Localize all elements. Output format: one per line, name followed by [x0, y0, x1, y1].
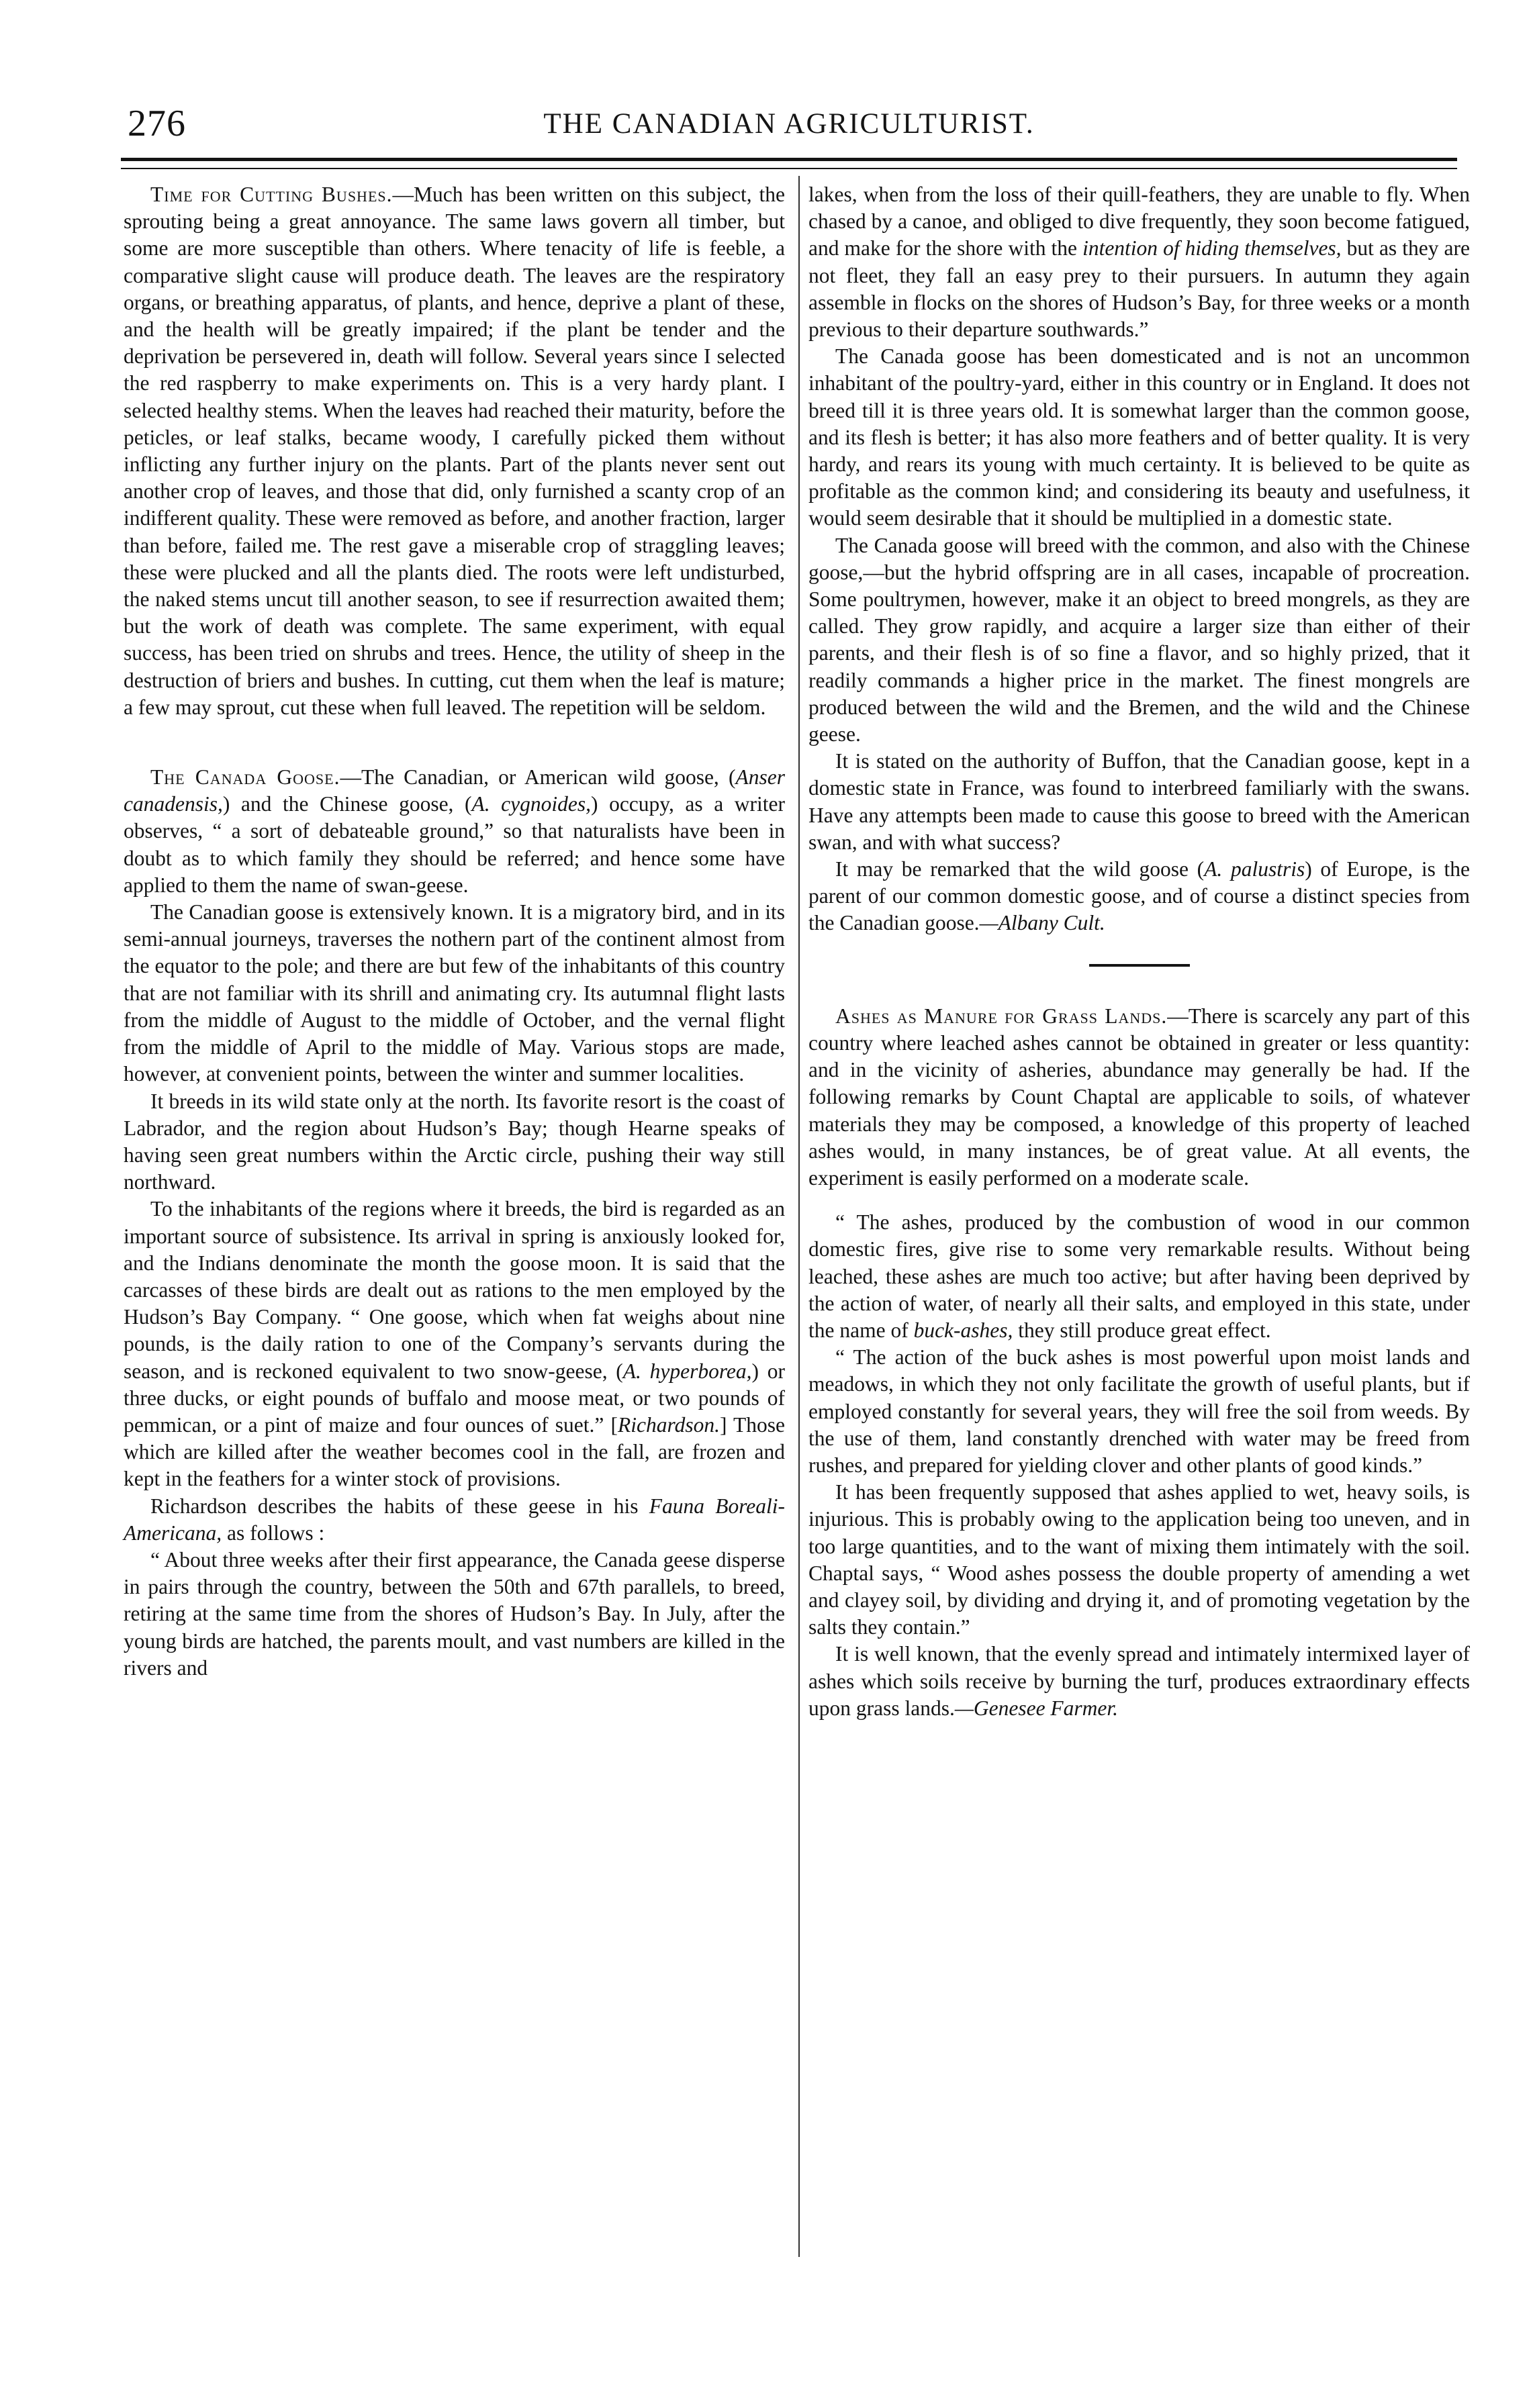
journal-title: THE CANADIAN AGRICULTURIST. — [543, 108, 1035, 140]
ashes-p2-a: “ The ashes, produced by the combustion of wood in our common domestic fires, give rise to some very remarkable results. Without being leached, these ashes are much too active; but after having been deprived by the action of water, of nearly all their salts, and employed in this state, under the name of — [808, 1210, 1470, 1342]
article-goose-p5 — [124, 1493, 785, 1547]
article-ashes-p3: “ The action of the buck ashes is most powerful upon moist lands and meadows, in which they not only facilitate the growth of useful plants, but if employed constantly for several years, they will free the soil from weeds. By the use of them, land constantly drenched with water may be freed from rushes, and prepared for yielding clover and other plants of good kinds.” — [808, 1345, 1470, 1477]
goose-p6-cont-italic: intention of hiding themselves, — [1082, 236, 1342, 260]
goose-p5-a: Richardson describes the habits of these geese in his — [150, 1494, 649, 1518]
goose-p10-b: ) of Europe, is the parent of our common domestic goose, and of course a distinct species from the Canadian goose. — [808, 857, 1470, 935]
goose-p4-b: ) or three ducks, or eight pounds of buffalo and moose meat, or two pounds of pemmican, or a pint of maize and four ounces of suet.” [ — [124, 1359, 785, 1437]
article-separator-rule — [1089, 964, 1190, 967]
goose-p10-a: It may be remarked that the wild goose ( — [835, 857, 1205, 881]
page-number: 276 — [128, 103, 186, 144]
goose-fauna-title: Fauna Boreali-Americana, — [124, 1494, 786, 1545]
quote-spacer — [808, 1192, 1470, 1209]
article-bushes-p1 — [124, 181, 785, 721]
goose-p1-c: ) occupy, as a writer observes, “ a sort of debateable ground,” so that naturalists have been in doubt as to which family they should be referred; and hence some have applied to them the name of swan-geese. — [124, 792, 785, 897]
article-goose-p3: It breeds in its wild state only at the north. Its favorite resort is the coast of Labrador, and the region about Hudson’s Bay; though Hearne speaks of having seen great numbers within the Arctic circle, pushing their way still northward. — [124, 1089, 785, 1194]
goose-p1-b: ) and the Chinese goose, ( — [222, 792, 472, 816]
ashes-p2-b: they still produce great effect. — [1013, 1318, 1271, 1342]
right-column — [808, 181, 1470, 1722]
left-column — [124, 181, 785, 1682]
running-head — [121, 102, 1457, 142]
goose-p5-b: as follows : — [222, 1521, 325, 1545]
article-ashes-p2 — [808, 1209, 1470, 1344]
goose-p4-a: To the inhabitants of the regions where it breeds, the bird is regarded as an important source of subsistence. Its arrival in spring is anxiously looked for, and the Indians denominate the month the goose moon. It is said that the carcasses of these birds are dealt out as rations to the men employed by the Hudson’s Bay Company. “ One goose, which when fat weighs about nine pounds, is the daily ration to one of the Company’s servants during the season, and is reckoned equivalent to two snow-geese, ( — [124, 1197, 785, 1383]
goose-p1-a: —The Canadian, or American wild goose, ( — [340, 765, 736, 789]
article-goose-p1 — [124, 764, 785, 899]
article-goose-p6: “ About three weeks after their first appearance, the Canada geese disperse in pairs through the country, between the 50th and 67th parallels, to breed, retiring at the same time from the shores of Hudson’s Bay. In July, after the young birds are hatched, the parents moult, and vast numbers are killed in the rivers and — [124, 1547, 785, 1680]
article-bushes-text: —Much has been written on this subject, the sprouting being a great annoyance. The same laws govern all timber, but some are more susceptible than others. Where tenacity of life is feeble, a comparative slight cause will produce death. The leaves are the respiratory organs, or breathing apparatus, of plants, and hence, deprive a plant of these, and the health will be greatly impaired; if the plant be tender and the deprivation be persevered in, death will follow. Several years since I selected the red raspberry to make experiments on. This is a very hardy plant. I selected healthy stems. When the leaves had reached their maturity, before the peticles, or leaf stalks, became woody, I carefully picked them without inflicting any further injury on the plants. Part of the plants never sent out another crop of leaves, and those that did, only furnished a scanty crop of an indifferent quality. These were removed as before, and another fraction, larger than before, failed me. The rest gave a miserable crop of straggling leaves; these were plucked and all the plants died. The roots were left undisturbed, the naked stems uncut till another season, to see if resurrection awaited them; but the work of death was complete. The same experiment, with equal success, has been tried on shrubs and trees. Hence, the utility of sheep in the destruction of briers and bushes. In cutting, cut them when the leaf is mature; a few may sprout, cut these when full leaved. The repetition will be seldom. — [124, 183, 786, 719]
article-ashes-p4: It has been frequently supposed that ashes applied to wet, heavy soils, is injurious. This is probably owing to the application being too uneven, and in too large quantities, and to the want of mixing them intimately with the soil. Chaptal says, “ Wood ashes possess the double property of amending a wet and clayey soil, by dividing and drying it, and of promoting vegetation by the salts they contain.” — [808, 1480, 1470, 1639]
goose-richardson-cite: Richardson. — [618, 1412, 720, 1437]
article-goose-p7: The Canada goose has been domesticated and is not an uncommon inhabitant of the poultry-yard, either in this country or in England. It does not breed till it is three years old. It is somewhat larger than the common goose, and its flesh is better; it has also more feathers and of better quality. It is very hardy, and rears its young with much certainty. It is believed to be quite as profitable as the common kind; and considering its beauty and usefulness, it would seem desirable that it should be multiplied in a domestic state. — [808, 344, 1470, 530]
column-divider — [798, 176, 800, 2257]
ashes-source-credit: —Genesee Farmer. — [954, 1696, 1119, 1720]
goose-p6-cont-a: lakes, when from the loss of their quill-feathers, they are unable to fly. When chased by a canoe, and obliged to dive frequently, they soon become fatigued, and make for the shore with the — [808, 183, 1470, 260]
article-ashes-p5 — [808, 1641, 1470, 1722]
goose-anser-latin: Anser canadensis, — [124, 765, 785, 816]
ashes-buck-term: buck-ashes, — [913, 1318, 1013, 1342]
goose-palustris-latin: A. palustris — [1204, 857, 1305, 881]
goose-p4-c: ] Those which are killed after the weather becomes cool in the fall, are frozen and kept in the feathers for a winter stock of provisions. — [124, 1412, 785, 1491]
article-ashes-title: Ashes as Manure for Grass Lands. — [835, 1004, 1168, 1028]
header-rule-thick — [121, 158, 1457, 161]
goose-hyperborea-latin: A. hyperborea, — [622, 1359, 752, 1383]
article-goose-title: The Canada Goose. — [150, 765, 340, 789]
article-goose-p4 — [124, 1196, 785, 1492]
article-goose-p9: It is stated on the authority of Buffon, that the Canadian goose, kept in a domestic state in France, was found to interbreed familiarly with the swans. Have any attempts been made to cause this goose to breed with the American swan, and with what success? — [808, 749, 1470, 854]
article-goose-p6-continued — [808, 181, 1470, 343]
goose-cygnoides-latin: A. cygnoides, — [471, 792, 592, 816]
goose-p6-cont-b: but as they are not fleet, they fall an easy prey to their pursuers. In autumn they again assemble in flocks on the shores of Hudson’s Bay, for three weeks or a month previous to their departure southwards.” — [808, 236, 1470, 342]
article-goose-p10 — [808, 856, 1470, 937]
ashes-p1-text: —There is scarcely any part of this country where leached ashes cannot be obtained in greater or less quantity: and in the vicinity of asheries, abundance may generally be had. If the following remarks by Count Chaptal are applicable to soils, of whatever materials they may be composed, a knowledge of this property of leached ashes would, in many instances, be of great value. At all events, the experiment is easily performed on a moderate scale. — [808, 1004, 1470, 1190]
goose-source-credit: —Albany Cult. — [979, 911, 1105, 935]
header-rule-thin — [121, 168, 1457, 169]
article-bushes-title: Time for Cutting Bushes. — [150, 183, 393, 206]
article-ashes-p1 — [808, 1003, 1470, 1192]
ashes-p5-text: It is well known, that the evenly spread and intimately intermixed layer of ashes which soils receive by burning the turf, produces extraordinary effects upon grass lands. — [808, 1642, 1470, 1720]
article-goose-p8: The Canada goose will breed with the common, and also with the Chinese goose,—but the hybrid offspring are in all cases, incapable of procreation. Some poultrymen, however, make it an object to breed mongrels, as they are called. They grow rapidly, and acquire a larger size than either of their parents, and their flesh is of so fine a flavor, and so highly prized, that it readily commands a higher price in the market. The finest mongrels are produced between the wild and the Bremen, and the wild and the Chinese geese. — [808, 533, 1470, 747]
article-goose-p2: The Canadian goose is extensively known. It is a migratory bird, and in its semi-annual journeys, traverses the nothern part of the continent almost from the equator to the pole; and there are but few of the inhabitants of this country that are not familiar with its shrill and animating cry. Its autumnal flight lasts from the middle of August to the middle of October, and the vernal flight from the middle of April to the middle of May. Various stops are made, however, at convenient points, between the winter and summer localities. — [124, 900, 785, 1086]
article-spacer — [124, 721, 785, 764]
